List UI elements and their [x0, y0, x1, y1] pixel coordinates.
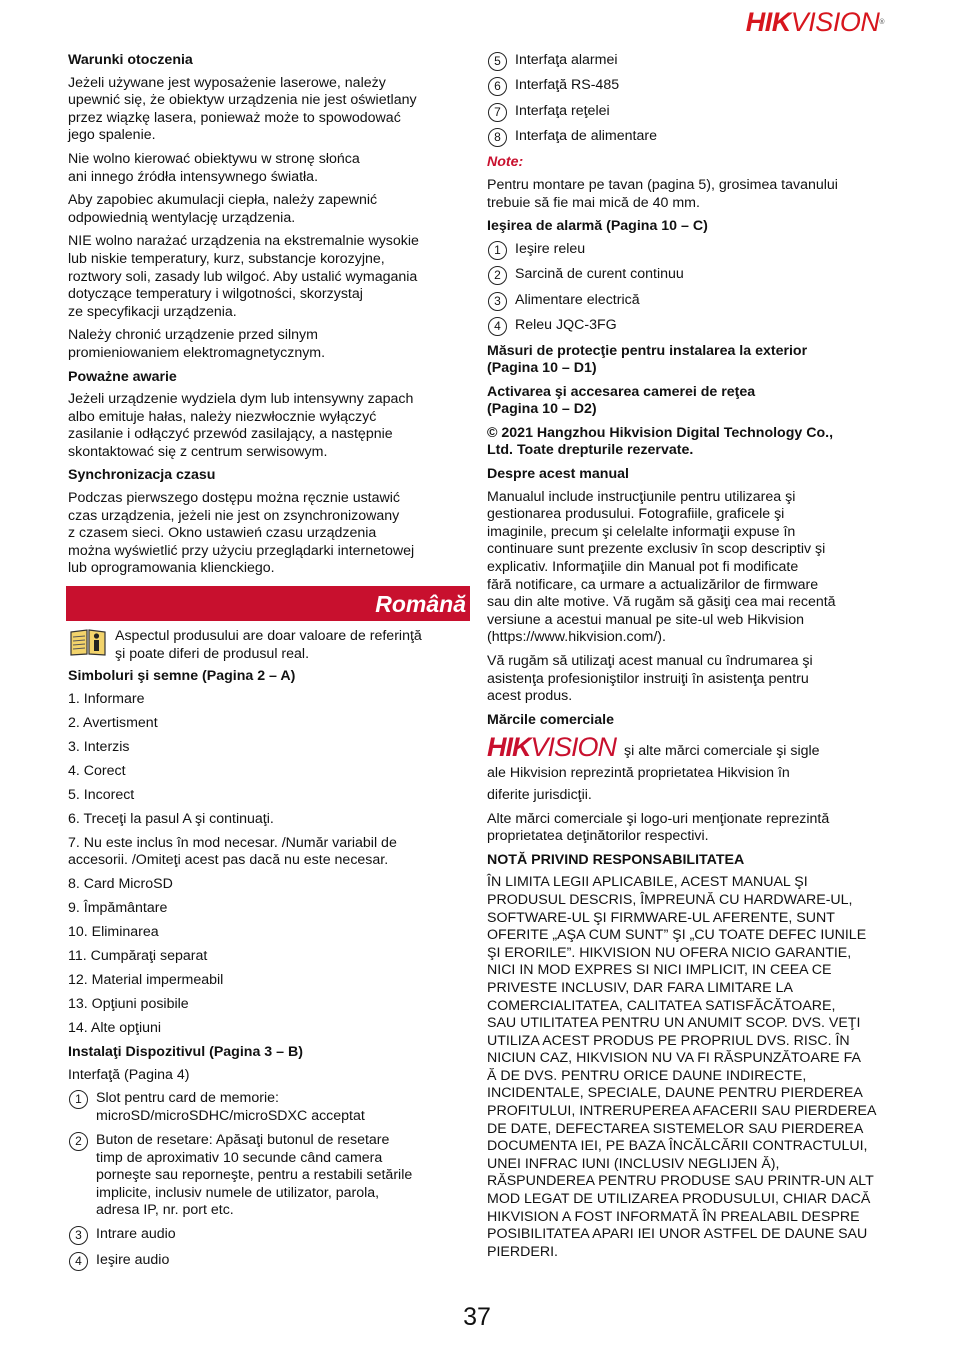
- paragraph: Należy chronić urządzenie przed silnym promieniowaniem elektromagnetycznym.: [68, 327, 326, 361]
- paragraph: Manualul include instrucţiunile pentru utilizarea şi gestionarea produsului. Fotografiile, graficele şi imaginile, precum şi celelalte informaţii expuse în continuare sunt prezente exclusiv în scop descriptiv şi explicativ. Informaţiile din Manual pot fi modificate fără notificare, ca urmare a actualizărilor de firmware sau din alte motive. Vă rugăm să găsiţi cea mai recentă versiune a acestui manual pe site-ul web Hikvision (https://www.hikvision.com/).: [487, 488, 836, 646]
- logo-hik-text: HIK: [745, 7, 791, 37]
- interface-text: Interfaţa de alimentare: [515, 128, 657, 145]
- paragraph: Jeżeli używane jest wyposażenie laserowe, należy upewnić się, że obiektyw urządzenia nie jest oświetlany przez wiązkę lasera, ponieważ może to spowodować jego spalenie.: [68, 74, 417, 144]
- logo-vision-text: VISION: [790, 7, 880, 37]
- paragraph: Aby zapobiec akumulacji ciepła, należy zapewnić odpowiednią wentylację urządzenia.: [68, 192, 378, 226]
- interface-item: [487, 103, 887, 122]
- circled-number: 1: [488, 241, 507, 260]
- circled-number: 6: [488, 77, 507, 96]
- circled-number: 4: [69, 1252, 88, 1271]
- interface-text: Slot pentru card de memorie: microSD/microSDHC/microSDXC acceptat: [96, 1090, 365, 1124]
- section-title-protection: Măsuri de protecţie pentru instalarea la exterior (Pagina 10 – D1): [487, 342, 808, 377]
- list-item: 7. Nu este inclus în mod necesar. /Număr variabil de accesorii. /Omiteţi acest pas dacă nu este necesar.: [68, 834, 397, 869]
- circled-number: 5: [488, 52, 507, 71]
- list-item: 6. Treceţi la pasul A şi continuaţi.: [68, 810, 274, 827]
- section-title-activation: Activarea şi accesarea camerei de reţea (Pagina 10 – D2): [487, 383, 756, 418]
- right-column: [487, 52, 887, 1261]
- circled-number: 3: [488, 292, 507, 311]
- language-label: Română: [375, 591, 466, 618]
- trademark-inline-text: şi alte mărci comerciale şi sigle: [624, 742, 820, 759]
- alarm-item: [487, 241, 887, 260]
- alarm-text: Sarcină de curent continuu: [515, 266, 684, 283]
- list-item: 3. Interzis: [68, 738, 130, 755]
- section-title-alarm: Ieşirea de alarmă (Pagina 10 – C): [487, 218, 708, 235]
- interface-item: [68, 1090, 468, 1125]
- paragraph: Vă rugăm să utilizaţi acest manual cu îndrumarea şi asistenţa profesioniştilor instruiţi în asistenţa pentru acest produs.: [487, 653, 813, 705]
- trademark-line-3: diferite jurisdicţii.: [487, 786, 592, 803]
- list-item: 14. Alte opţiuni: [68, 1020, 162, 1037]
- page-number: 37: [463, 1303, 491, 1331]
- list-item: 11. Cumpăraţi separat: [68, 948, 208, 965]
- circled-number: 2: [488, 266, 507, 285]
- section-title-awarie: Poważne awarie: [68, 368, 177, 385]
- list-item: 5. Incorect: [68, 786, 135, 803]
- section-title-warunki: Warunki otoczenia: [68, 52, 193, 68]
- paragraph: Podczas pierwszego dostępu można ręcznie ustawić czas urządzenia, jeżeli nie jest on zsynchronizowany z czasem sieci. Okno ustawień czasu urządzenia można wyświetlić przy użyciu przeglądarki internetowej lub oprogramowania klienckiego.: [68, 490, 415, 577]
- interface-item: [68, 1132, 468, 1220]
- interface-text: Intrare audio: [96, 1226, 176, 1243]
- list-item: 13. Opţiuni posibile: [68, 996, 189, 1013]
- circled-number: 1: [69, 1090, 88, 1109]
- list-item: 12. Material impermeabil: [68, 972, 224, 989]
- note-text: Pentru montare pe tavan (pagina 5), grosimea tavanului trebuie să fie mai mică de 40 mm.: [487, 177, 838, 211]
- section-title-symbols: Simboluri şi semne (Pagina 2 – A): [68, 668, 296, 685]
- interface-text: Buton de resetare: Apăsaţi butonul de resetare timp de aproximativ 10 secunde când camera porneşte sau reporneşte, pentru a restabili setările implicite, inclusiv numele de utilizator, parola, adresa IP, nr. port etc.: [96, 1131, 413, 1219]
- section-title-disclaimer: NOTĂ PRIVIND RESPONSABILITATEA: [487, 851, 745, 868]
- circled-number: 7: [488, 103, 507, 122]
- book-info-icon: [69, 628, 107, 656]
- paragraph: Alte mărci comerciale şi logo-uri menţionate reprezintă proprietatea deţinătorilor respectivi.: [487, 810, 830, 845]
- list-item: 1. Informare: [68, 690, 145, 707]
- section-title-about: Despre acest manual: [487, 466, 629, 483]
- interface-item: [487, 128, 887, 147]
- interface-item: [68, 1226, 468, 1245]
- symbols-list: [68, 691, 468, 1038]
- interface-item: [487, 77, 887, 96]
- interface-line: Interfaţă (Pagina 4): [68, 1066, 190, 1083]
- list-item: 4. Corect: [68, 762, 126, 779]
- hikvision-inline-logo: [487, 732, 617, 763]
- circled-number: 2: [69, 1132, 88, 1151]
- language-banner: [66, 586, 470, 621]
- alarm-item: [487, 292, 887, 311]
- paragraph: Jeżeli urządzenie wydziela dym lub intensywny zapach albo emituje hałas, należy niezwłocznie wyłączyć zasilanie i odłączyć przewód zasilający, a następnie skontaktować się z centrum serwisowym.: [68, 391, 414, 460]
- alarm-text: Ieşire releu: [515, 240, 586, 257]
- alarm-text: Releu JQC-3FG: [515, 317, 617, 334]
- left-column: [68, 52, 468, 1277]
- list-item: 2. Avertisment: [68, 714, 158, 731]
- interface-text: Interfaţă RS-485: [515, 77, 620, 94]
- alarm-text: Alimentare electrică: [515, 291, 640, 308]
- disclaimer-text: ÎN LIMITA LEGII APLICABILE, ACEST MANUAL ŞI PRODUSUL DESCRIS, ÎMPREUNĂ CU HARDWARE-UL, SOFTWARE-UL ŞI FIRMWARE-UL AFERENTE, SUNT OFERITE „AŞA CUM SUNT” ŞI „CU TOATE DEFEC IUNILE ŞI ERORILE”. HIKVISION NU OFERA NICIO GARANTIE, NICI IN MOD EXPRES SI NICI IMPLICIT, IN CEEA CE PRIVESTE INCLUSIV, DAR FARA LIMITARE LA COMERCIALITATEA, CALITATEA SATISFĂCĂTOARE, SAU UTILITATEA PENTRU UN ANUMIT SCOP. DVS. VEŢI UTILIZA ACEST PRODUS PE PROPRIUL DVS. RISC. ÎN NICIUN CAZ, HIKVISION NU VA FI RĂSPUNZĂTOARE FA Ă DE DVS. PENTRU ORICE DAUNE INDIRECTE, INCIDENTALE, SPECIALE, DAUNE PENTRU PIERDEREA PROFITULUI, INTRERUPEREA AFACERII SAU PIERDEREA DE DATE, DEFECTAREA SISTEMELOR SAU PIERDEREA DOCUMENTA IEI, PE BAZA ÎNCĂLCĂRII CONTRACTULUI, UNEI INFRAC IUNI (INCLUSIV NEGLIJEN Ă), RĂSPUNDEREA PENTRU PRODUSE SAU PRINTR-UN ALT MOD LEGAT DE UTILIZAREA PRODUSULUI, CHIAR DACĂ HIKVISION A FOST INFORMATĂ ÎN PREALABIL DESPRE POSIBILITATEA APARI IEI UNOR ASTFEL DE DAUNE SAU PIERDERI.: [487, 874, 877, 1260]
- interface-text: Ieşire audio: [96, 1251, 170, 1268]
- logo-registered-mark: ®: [879, 19, 884, 26]
- paragraph: Nie wolno kierować obiektywu w stronę słońca ani innego źródła intensywnego światła.: [68, 150, 360, 185]
- interface-item: [68, 1252, 468, 1271]
- trademark-line-2: ale Hikvision reprezintă proprietatea Hikvision în: [487, 765, 790, 782]
- section-title-sync: Synchronizacja czasu: [68, 467, 216, 484]
- list-item: 10. Eliminarea: [68, 924, 159, 941]
- alarm-item: [487, 266, 887, 285]
- trademark-line: [487, 732, 887, 763]
- interface-item: [487, 52, 887, 71]
- interface-text: Interfaţa reţelei: [515, 102, 610, 119]
- alarm-item: [487, 317, 887, 336]
- circled-number: 4: [488, 317, 507, 336]
- list-item: 9. Împământare: [68, 900, 168, 917]
- paragraph: NIE wolno narażać urządzenia na ekstremalnie wysokie lub niskie temperatury, kurz, substancje korozyjne, roztwory soli, zasady lub wilgoć. Aby ustalić wymagania dotyczące temperatury i wilgotności, skorzystaj ze specyfikacji urządzenia.: [68, 233, 419, 320]
- inline-logo-vision: VISION: [530, 732, 617, 763]
- section-title-trademarks: Mărcile comerciale: [487, 711, 614, 728]
- section-title-install: Instalaţi Dispozitivul (Pagina 3 – B): [68, 1044, 303, 1061]
- inline-logo-hik: HIK: [487, 732, 531, 763]
- note-label: Note:: [487, 153, 524, 170]
- list-item: 8. Card MicroSD: [68, 876, 173, 893]
- circled-number: 8: [488, 128, 507, 147]
- circled-number: 3: [69, 1226, 88, 1245]
- copyright: © 2021 Hangzhou Hikvision Digital Technology Co., Ltd. Toate drepturile rezervate.: [487, 424, 834, 459]
- hikvision-logo: [745, 7, 884, 37]
- interface-text: Interfaţa alarmei: [515, 52, 618, 68]
- info-text: Aspectul produsului are doar valoare de referinţă şi poate diferi de produsul real.: [115, 628, 422, 662]
- info-note: [68, 628, 468, 663]
